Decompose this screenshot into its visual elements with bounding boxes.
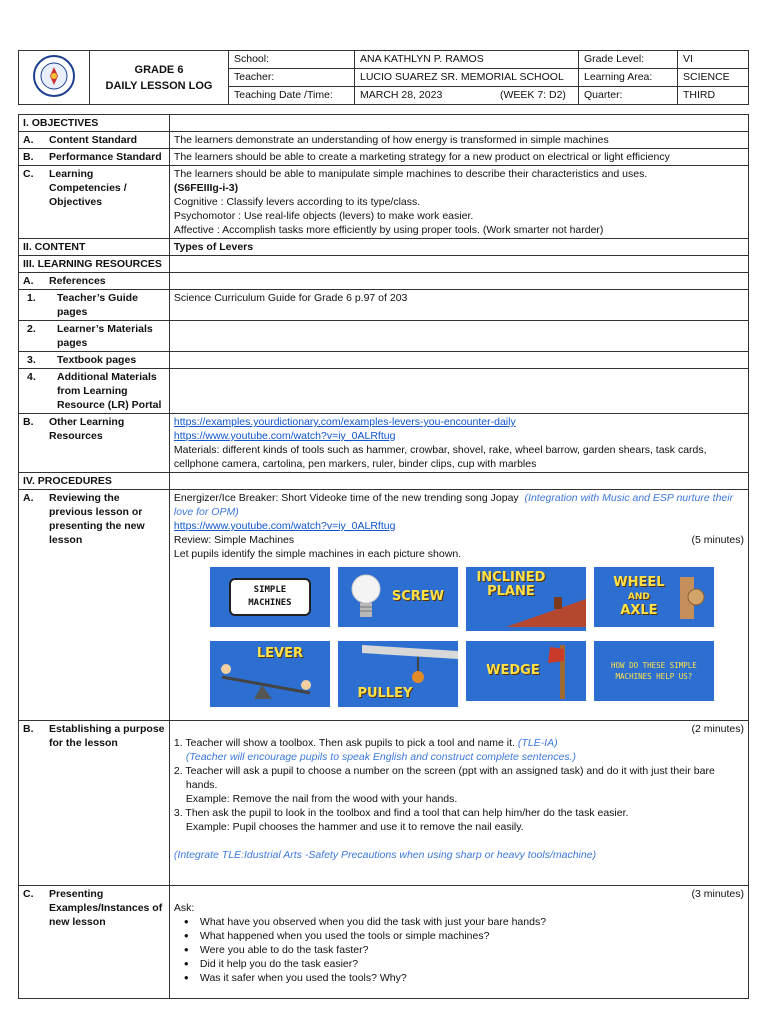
competencies-text: The learners should be able to manipulate simple machines to describe their characteristics and uses. (173, 168, 648, 180)
list-item: ● Did it help you do the task easier? (200, 957, 744, 971)
deped-seal-icon (32, 54, 76, 98)
resources-heading: III. LEARNING RESOURCES (19, 256, 170, 273)
week-value: (WEEK 7: D2) (495, 87, 579, 105)
tile-lever-label: LEVER (256, 646, 303, 661)
purpose-time: (2 minutes) (691, 723, 744, 735)
competency-code: (S6FEIIIg-i-3) (173, 182, 239, 194)
performance-standard-text: The learners should be able to create a marketing strategy for a new product on electrical or light efficiency (169, 149, 748, 166)
objectives-heading: I. OBJECTIVES (19, 115, 170, 132)
purpose-step-2: 2. Teacher will ask a pupil to choose a number on the screen (ppt with an assigned task) and do it with just their bare hands. (173, 765, 715, 791)
simple-machines-grid (210, 567, 744, 707)
teacher-value: LUCIO SUAREZ SR. MEMORIAL SCHOOL (355, 69, 579, 87)
energizer-text: Energizer/Ice Breaker: Short Videoke time of the new trending song Jopay (173, 492, 519, 504)
tile-axle-label: AXLE (620, 603, 658, 618)
title-grade: GRADE 6 (134, 63, 184, 76)
materials-text: Materials: different kinds of tools such as hammer, crowbar, shovel, rake, wheel barrow, garden shears, task cards, cellphone camera, cartolina, pen markers, ruler, binder clips, cup with marbles (173, 444, 707, 470)
music-esp-integration: (Integration with Music and ESP nurture their love for OPM) (173, 492, 734, 518)
purpose-step-1: 1. Teacher will show a toolbox. Then ask pupils to pick a tool and name it. (173, 737, 515, 749)
procedures-heading: IV. PROCEDURES (19, 473, 170, 490)
tle-safety-integration: (Integrate TLE:Idustrial Arts -Safety Precautions when using sharp or heavy tools/machine) (173, 849, 597, 861)
teacher-label: Teacher: (229, 69, 355, 87)
link-youtube[interactable]: https://www.youtube.com/watch?v=iy_0ALRftug (173, 430, 396, 442)
tile-lever (210, 641, 330, 707)
title-dll: DAILY LESSON LOG (105, 79, 213, 92)
tile-pulley-label: PULLEY (357, 686, 413, 701)
light-bulb-icon (346, 569, 386, 625)
school-label: School: (229, 51, 355, 69)
doorknob-icon (674, 573, 710, 623)
presenting-examples-label: Presenting Examples/Instances of new lesson (49, 888, 163, 928)
lesson-table: I. OBJECTIVES A. Content Standard The learners demonstrate an understanding of how energy is transformed in simple machines B. Performance Standard The learners should be able to create a marketing strategy for a new product on electrical or light efficiency C. Learning Competencies / Objectives The learners should be able to manipulate simple machines to describe their characteristics and uses. (S6FEIIIg-i-3) Cognitive : Classify levers according to its type/class. Psychomotor : Use real-life objects (levers) to make work easier. Affective : Accomplish tasks more efficiently by using proper tools. (Work smarter not harder) II. CONTENT Types of Levers III. LEARNING RESOURCES A. References 1. Teacher’s Guide pages Science Curriculum Guide for Grade 6 p.97 of 203 2. Learner’s Materials pages 3. Textbook pages 4. Additional Materials from Learning Resource (LR) Portal B. Other Learning Resources https://examples.yourdictionary.com/examples-levers-you-encounter-daily https://www.youtube.com/watch?v=iy_0ALRftug Materials: different kinds of tools such as hammer, crowbar, shovel, rake, wheel barrow, garden shears, task cards, cellphone camera, cartolina, pen markers, ruler, binder clips, cup with marbles IV. PROCEDURES A. Reviewing the previous lesson or presenting the new lesson Energizer/Ice Breaker: Short Videoke time of the new trending song Jopay (Integration with Music and ESP nurture their love for OPM) https://www.youtube.com/watch?v=iy_0ALRftug Review: Simple Machines (5 minutes) Let pupils identify the simple machines in each picture shown. SIMPLE MACHINES SCREW INCLINED PLANE WHEEL AND AXLE LEVER PULLEY WEDGE HOW DO THESE SIMPLE MACHINES HELP US? B. Establishing a purpose for the lesson (2 minutes) 1. Teacher will show a toolbox. Then ask pupils to pick a tool and name it. (TLE-IA) (Teacher will encourage pupils to speak English and construct complete sentences.) 2. Teacher will ask a pupil to choose a number on the screen (ppt with an assigned task) and do it with just their bare hands. Example: Remove the nail from the wood with your hands. 3. Then ask the pupil to look in the toolbox and find a tool that can help him/her do the task easier. Example: Pupil chooses the hammer and use it to remove the nail easily. (Integrate TLE:Idustrial Arts -Safety Precautions when using sharp or heavy tools/machine) C. Presenting Examples/Instances of new lesson (3 minutes) Ask: ● What have you observed when you did the task with just your bare hands? ● What happened when you used the tools or simple machines? ● Were you able to do the task faster? ● Did it help you do the task easier? ● Was it safer when you used the tools? Why? (18, 114, 749, 999)
other-resources-cell (169, 414, 748, 473)
tile-wedge (466, 641, 586, 701)
presenting-time: (3 minutes) (691, 888, 744, 900)
additional-materials-label: Additional Materials from Learning Resource (LR) Portal (57, 371, 162, 411)
tile-screw (338, 567, 458, 627)
link-yourdictionary[interactable]: https://examples.yourdictionary.com/examples-levers-you-encounter-daily (173, 416, 516, 428)
list-item: ● Were you able to do the task faster? (200, 943, 744, 957)
purpose-step-3: 3. Then ask the pupil to look in the toolbox and find a tool that can help him/her do the task easier. (173, 807, 629, 819)
quarter-value: THIRD (678, 87, 749, 105)
deped-seal-cell (19, 51, 90, 105)
tile-and-label: AND (627, 592, 650, 602)
date-label: Teaching Date /Time: (229, 87, 355, 105)
learners-materials-label: Learner’s Materials pages (57, 323, 153, 349)
purpose-step-2-example: Example: Remove the nail from the wood with your hands. (185, 793, 458, 805)
performance-standard-label: Performance Standard (49, 151, 162, 163)
question-list (174, 915, 744, 985)
tile-wedge-label: WEDGE (486, 663, 540, 678)
cognitive-objective: Cognitive : Classify levers according to its type/class. (173, 196, 421, 208)
ask-label: Ask: (173, 902, 195, 914)
tile-inclined-plane-label: INCLINED PLANE (476, 570, 546, 599)
tile-inclined-plane (466, 567, 586, 631)
content-heading: II. CONTENT (19, 239, 170, 256)
reviewing-cell (169, 490, 748, 721)
teachers-guide-text: Science Curriculum Guide for Grade 6 p.97 of 203 (169, 290, 748, 321)
establishing-purpose-cell (169, 721, 748, 886)
list-item: ● What have you observed when you did the task with just your bare hands? (200, 915, 744, 929)
teachers-guide-label: Teacher’s Guide pages (57, 292, 138, 318)
presenting-examples-cell (169, 886, 748, 999)
content-standard-label: Content Standard (49, 134, 138, 146)
competencies-label: Learning Competencies / Objectives (49, 168, 127, 208)
list-item: ● Was it safer when you used the tools? Why? (200, 971, 744, 985)
tile-wheel-label: WHEEL (613, 575, 665, 590)
establishing-purpose-label: Establishing a purpose for the lesson (49, 723, 165, 749)
purpose-step-3-example: Example: Pupil chooses the hammer and use it to remove the nail easily. (185, 821, 524, 833)
tile-pulley (338, 641, 458, 707)
quarter-label: Quarter: (579, 87, 678, 105)
references-label: References (49, 275, 106, 287)
purpose-step-1-note: (Teacher will encourage pupils to speak English and construct complete sentences.) (185, 751, 577, 763)
reviewing-label: Reviewing the previous lesson or presenting the new lesson (49, 492, 145, 546)
tile-screw-label: SCREW (391, 589, 444, 604)
review-instruction: Let pupils identify the simple machines in each picture shown. (173, 548, 462, 560)
psychomotor-objective: Psychomotor : Use real-life objects (levers) to make work easier. (173, 210, 474, 222)
tle-ia-tag: (TLE-IA) (517, 737, 558, 749)
review-text: Review: Simple Machines (173, 534, 295, 546)
tile-question (594, 641, 714, 701)
title-cell (90, 51, 229, 105)
tile-simple-machines (210, 567, 330, 627)
textbook-label: Textbook pages (57, 354, 137, 366)
other-resources-label: Other Learning Resources (49, 416, 125, 442)
affective-objective: Affective : Accomplish tasks more efficiently by using proper tools. (Work smarter not harder) (173, 224, 604, 236)
tile-wheel-axle (594, 567, 714, 627)
axe-icon (542, 641, 582, 701)
date-value: MARCH 28, 2023 (355, 87, 496, 105)
content-standard-text: The learners demonstrate an understanding of how energy is transformed in simple machines (169, 132, 748, 149)
learning-area-label: Learning Area: (579, 69, 678, 87)
link-youtube-jopay[interactable]: https://www.youtube.com/watch?v=iy_0ALRftug (173, 520, 396, 532)
content-text: Types of Levers (169, 239, 748, 256)
tile-question-label: HOW DO THESE SIMPLE MACHINES HELP US? (611, 661, 697, 681)
list-item: ● What happened when you used the tools or simple machines? (200, 929, 744, 943)
school-value: ANA KATHLYN P. RAMOS (355, 51, 579, 69)
learning-area-value: SCIENCE (678, 69, 749, 87)
header-table (18, 50, 749, 105)
grade-level-label: Grade Level: (579, 51, 678, 69)
review-time: (5 minutes) (691, 534, 744, 546)
grade-level-value: VI (678, 51, 749, 69)
competencies-cell (169, 166, 748, 239)
tile-simple-machines-label: SIMPLE MACHINES (229, 578, 311, 616)
